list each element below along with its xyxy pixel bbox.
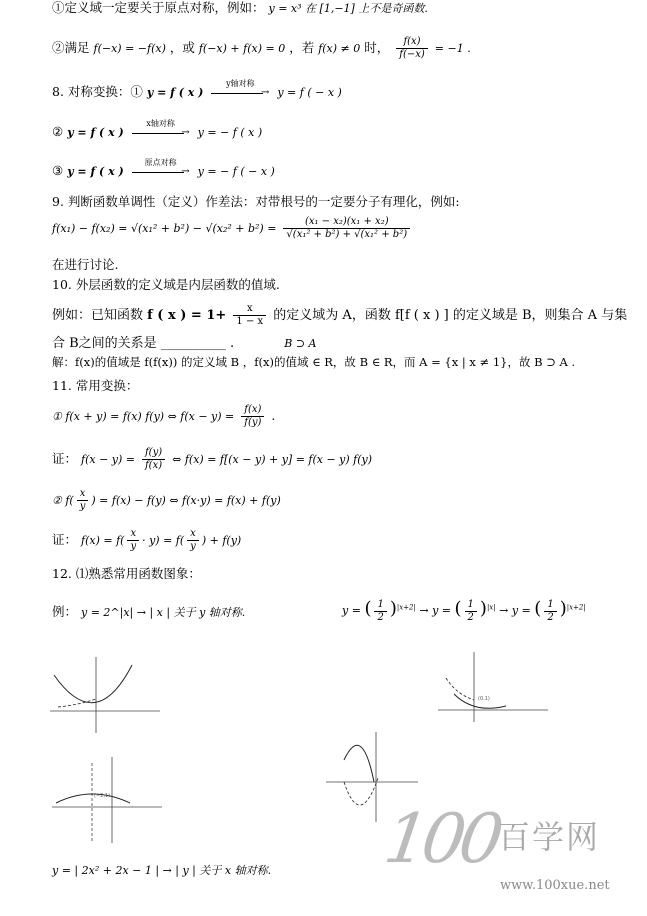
fraction: $\frac{\text{(x₁ − x₂)(x₁ + x₂)}}{\text{√(x₁² + b²) + √(x₁² + b²)}}$ xyxy=(283,216,410,241)
watermark-url: www.100xue.net xyxy=(500,878,610,893)
graph-example-2: y = ( $\frac{1}{2}$ )$^{|x+2|}$ → y = ( $\frac{1}{2}$ )$^{|x|}$ → y = ( $\frac{1}{2}$ )$^{|x+2|}$ xyxy=(342,598,586,623)
section-12-heading: 12. ⑴熟悉常用函数图象： xyxy=(52,566,201,581)
section-10-heading: 10. 外层函数的定义域是内层函数的值域. xyxy=(52,277,280,292)
fraction: $\frac{x}{1 - x}$ xyxy=(233,303,266,328)
arrow-icon: 原点对称 → xyxy=(132,167,190,177)
fraction: $\frac{x}{y}$ xyxy=(127,528,139,553)
section-11-heading: 11. 常用变换： xyxy=(52,378,139,393)
graph-half-power xyxy=(436,650,551,725)
watermark-brand: 百学网 xyxy=(498,818,601,856)
graph-example-1: 例： y = 2^|x| → | x | 关于 y 轴对称. xyxy=(52,604,246,619)
fraction: $\frac{f(x)}{f(-x)}$ xyxy=(396,36,428,61)
rule-2-odd-condition: ②满足 f(−x) = −f(x) ，或 f(−x) + f(x) = 0 ，若 f(x) ≠ 0 时， $\frac{f(x)}{f(-x)}$ = −1 . xyxy=(52,36,471,60)
arrow-icon: y轴对称 → xyxy=(211,88,269,98)
symmetry-transform-origin: ③ y = f ( x ) 原点对称 → y = − f ( − x ) xyxy=(52,157,275,178)
example-question: 合 B之间的关系是 __________ . B ⊃ A xyxy=(52,336,317,351)
example-domain: 例如：已知函数 f ( x ) = 1+ $\frac{x}{1 - x}$ 的定义域为 A，函数 f[f ( x ) ] 的定义域是 B，则集合 A 与集 xyxy=(52,303,628,327)
graph-exponential-abs xyxy=(48,655,163,735)
graph-example-3: y = | 2x² + 2x − 1 | → | y | 关于 x 轴对称. xyxy=(52,864,272,877)
svg-text:(0,1): (0,1) xyxy=(478,696,490,702)
svg-text:(−2,1): (−2,1) xyxy=(94,793,111,799)
symmetry-transform-y-axis: 8. 对称变换：① y = f ( x ) y轴对称 → y = f ( − x ) xyxy=(52,78,342,99)
symmetry-transform-x-axis: ② y = f ( x ) x轴对称 → y = − f ( x ) xyxy=(52,118,263,139)
proof-2: 证： f(x) = f( $\frac{x}{y}$ · y) = f( $\frac{x}{y}$ ) + f(y) xyxy=(52,528,242,552)
example-solution: 解：f(x)的值域是 f(f(x)) 的定义域 B ，f(x)的值域 ∈ R，故 B ∈ R，而 A = {x | x ≠ 1}，故 B ⊃ A . xyxy=(52,355,576,369)
fraction-half: $\frac{1}{2}$ xyxy=(465,599,477,624)
graph-shifted-abs xyxy=(50,755,165,845)
fraction-half: $\frac{1}{2}$ xyxy=(374,599,386,624)
fraction: $\frac{f(x)}{f(y)}$ xyxy=(241,404,264,429)
discussion-note: 在进行讨论. xyxy=(52,257,119,272)
fraction: $\frac{f(y)}{f(x)}$ xyxy=(142,447,165,472)
fraction: $\frac{x}{y}$ xyxy=(187,528,199,553)
proof-1: 证： f(x − y) = $\frac{f(y)}{f(x)}$ ⇔ f(x) = f[(x − y) + y] = f(x − y) f(y) xyxy=(52,447,373,471)
rule-1-domain-symmetric: ①定义域一定要关于原点对称，例如： y = x³ 在 [1,−1] 上不是奇函数. xyxy=(52,0,428,15)
fraction: $\frac{x}{y}$ xyxy=(77,488,89,513)
rationalization-example: f(x₁) − f(x₂) = √(x₁² + b²) − √(x₂² + b²) = $\frac{\text{(x₁ − x₂)(x₁ + x₂)}}{\text{√(x₁² + b²) + √(x₁² + b²)}}$ xyxy=(52,216,413,241)
section-9-heading: 9. 判断函数单调性（定义）作差法：对带根号的一定要分子有理化，例如: xyxy=(52,194,460,209)
arrow-icon: x轴对称 → xyxy=(132,128,190,138)
transform-2: ② f( $\frac{x}{y}$ ) = f(x) − f(y) ⇔ f(x·y) = f(x) + f(y) xyxy=(52,488,281,512)
fraction-half: $\frac{1}{2}$ xyxy=(544,599,556,624)
watermark-logo: 100 xyxy=(379,800,503,879)
transform-1: ① f(x + y) = f(x) f(y) ⇔ f(x − y) = $\frac{f(x)}{f(y)}$ . xyxy=(52,404,276,428)
